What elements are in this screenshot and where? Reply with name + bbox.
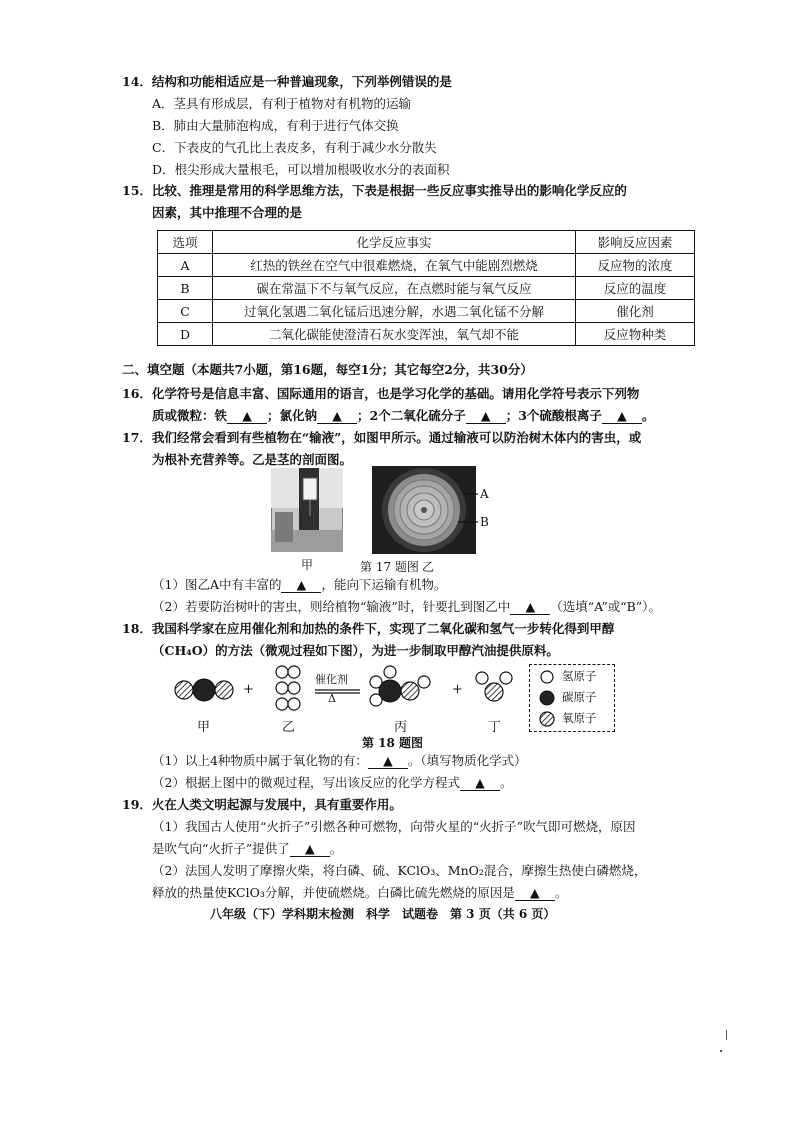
table-cell: D [158, 323, 213, 346]
methanol-molecule [370, 666, 430, 706]
table-row [158, 254, 695, 277]
table-cell: A [158, 254, 213, 277]
legend-icons [538, 669, 556, 729]
q17-line1: 17．我们经常会看到有些植物在“输液”，如图甲所示。通过输液可以防治树木体内的害虫，或 [122, 430, 642, 445]
table-cell: 反应的温度 [576, 277, 695, 300]
table-cell: 反应物种类 [576, 323, 695, 346]
table-header: 化学反应事实 [213, 231, 576, 254]
scan-mark [720, 1050, 722, 1052]
answer-blank[interactable]: ▲ [281, 577, 321, 593]
section-heading: 二、填空题（本题共7小题，第16题，每空1分；其它每空2分，共30分） [122, 362, 533, 377]
catalyst-label: 催化剂 [315, 673, 348, 686]
stem-cross-section [372, 466, 480, 554]
q14-option-a: A．茎具有形成层，有利于植物对有机物的运输 [152, 96, 412, 111]
legend-hydrogen: 氢原子 [562, 669, 597, 683]
q14-stem: 14．结构和功能相适应是一种普遍现象，下列举例错误的是 [122, 74, 452, 89]
table-cell: B [158, 277, 213, 300]
q15-stem-line1: 15．比较、推理是常用的科学思维方法，下表是根据一些反应事实推导出的影响化学反应的 [122, 183, 627, 198]
q19-sub2-line1: （2）法国人发明了摩擦火柴，将白磷、硫、KClO₃、MnO₂混合，摩擦生热使白磷燃烧， [152, 863, 647, 878]
table-cell: 碳在常温下不与氧气反应，在点燃时能与氧气反应 [213, 277, 576, 300]
table-row [158, 323, 695, 346]
table-row [158, 300, 695, 323]
heat-symbol: Δ [328, 692, 336, 705]
co2-molecule [175, 679, 233, 701]
q17-line2: 为根补充营养等。乙是茎的剖面图。 [152, 452, 353, 467]
answer-blank[interactable]: ▲ [368, 753, 408, 769]
q19-sub2-line2: 释放的热量使KClO₃分解，并使硫燃烧。白磷比硫先燃烧的原因是 ▲ 。 [152, 885, 568, 900]
label-jia: 甲 [197, 720, 211, 735]
q15-table [157, 230, 695, 346]
water-molecule [476, 672, 512, 701]
plus-sign: + [452, 682, 463, 697]
table-cell: 反应物的浓度 [576, 254, 695, 277]
q17-sub1: （1）图乙A中有丰富的 ▲ ，能向下运输有机物。 [152, 577, 447, 592]
answer-blank[interactable]: ▲ [227, 408, 267, 424]
q19-sub1-line1: （1）我国古人使用“火折子”引燃各种可燃物，向带火星的“火折子”吹气即可燃烧，原因 [152, 819, 636, 834]
q16-line1: 16．化学符号是信息丰富、国际通用的语言，也是学习化学的基础。请用化学符号表示下列物 [122, 386, 640, 401]
table-header: 选项 [158, 231, 213, 254]
q14-option-b: B．肺由大量肺泡构成，有利于进行气体交换 [152, 118, 399, 133]
q19-line1: 19．火在人类文明起源与发展中，具有重要作用。 [122, 797, 402, 812]
q14-option-c: C．下表皮的气孔比上表皮多，有利于减少水分散失 [152, 140, 437, 155]
table-row [158, 277, 695, 300]
answer-blank[interactable]: ▲ [290, 841, 330, 857]
table-cell: 红热的铁丝在空气中很难燃烧，在氧气中能剧烈燃烧 [213, 254, 576, 277]
q16-line2: 质或微粒：铁 ▲ ；氯化钠 ▲ ；2个二氧化硫分子 ▲ ；3个硫酸根离子 ▲ 。 [152, 408, 655, 423]
answer-blank[interactable]: ▲ [515, 885, 555, 901]
fig17-caption: 第 17 题图 [360, 560, 419, 574]
q17-sub2: （2）若要防治树叶的害虫，则给植物“输液”时，针要扎到图乙中 ▲ （选填“A”或“B”）。 [152, 599, 661, 614]
atom-legend [529, 664, 615, 732]
fig17-label-yi: 乙 [422, 560, 435, 574]
h2-molecules [276, 666, 300, 710]
table-cell: 二氧化碳能使澄清石灰水变浑浊，氧气却不能 [213, 323, 576, 346]
legend-oxygen: 氧原子 [562, 711, 597, 725]
q18-sub2: （2）根据上图中的微观过程，写出该反应的化学方程式 ▲ 。 [152, 775, 513, 790]
fig17-label-b: B [480, 515, 489, 529]
q18-line1: 18．我国科学家在应用催化剂和加热的条件下，实现了二氧化碳和氢气一步转化得到甲醇 [122, 621, 615, 636]
q15-stem-line2: 因素，其中推理不合理的是 [152, 205, 303, 220]
q18-sub1: （1）以上4种物质中属于氧化物的有： ▲ 。（填写物质化学式） [152, 753, 527, 768]
table-cell: 催化剂 [576, 300, 695, 323]
q18-line2: （CH₄O）的方法（微观过程如下图），为进一步制取甲醇汽油提供原料。 [152, 643, 559, 658]
answer-blank[interactable]: ▲ [460, 775, 500, 791]
table-header: 影响反应因素 [576, 231, 695, 254]
plus-sign: + [243, 682, 254, 697]
q19-sub1-line2: 是吹气向“火折子”提供了 ▲ 。 [152, 841, 343, 856]
fig17-label-jia: 甲 [301, 558, 314, 572]
legend-carbon: 碳原子 [562, 690, 597, 704]
scan-mark [726, 1030, 727, 1040]
fig17-label-a: A [480, 487, 489, 501]
table-cell: 过氧化氢遇二氧化锰后迅速分解，水遇二氧化锰不分解 [213, 300, 576, 323]
answer-blank[interactable]: ▲ [602, 408, 642, 424]
page-footer: 八年级（下）学科期末检测 科学 试题卷 第 3 页（共 6 页） [210, 907, 556, 921]
label-yi: 乙 [282, 720, 296, 735]
answer-blank[interactable]: ▲ [317, 408, 357, 424]
answer-blank[interactable]: ▲ [510, 599, 550, 615]
q14-option-d: D．根尖形成大量根毛，可以增加根吸收水分的表面积 [152, 162, 450, 177]
fig18-caption: 第 18 题图 [362, 736, 424, 750]
answer-blank[interactable]: ▲ [466, 408, 506, 424]
label-bing: 丙 [394, 720, 408, 735]
tree-infusion-photo [271, 468, 343, 552]
table-cell: C [158, 300, 213, 323]
label-ding: 丁 [488, 720, 502, 735]
